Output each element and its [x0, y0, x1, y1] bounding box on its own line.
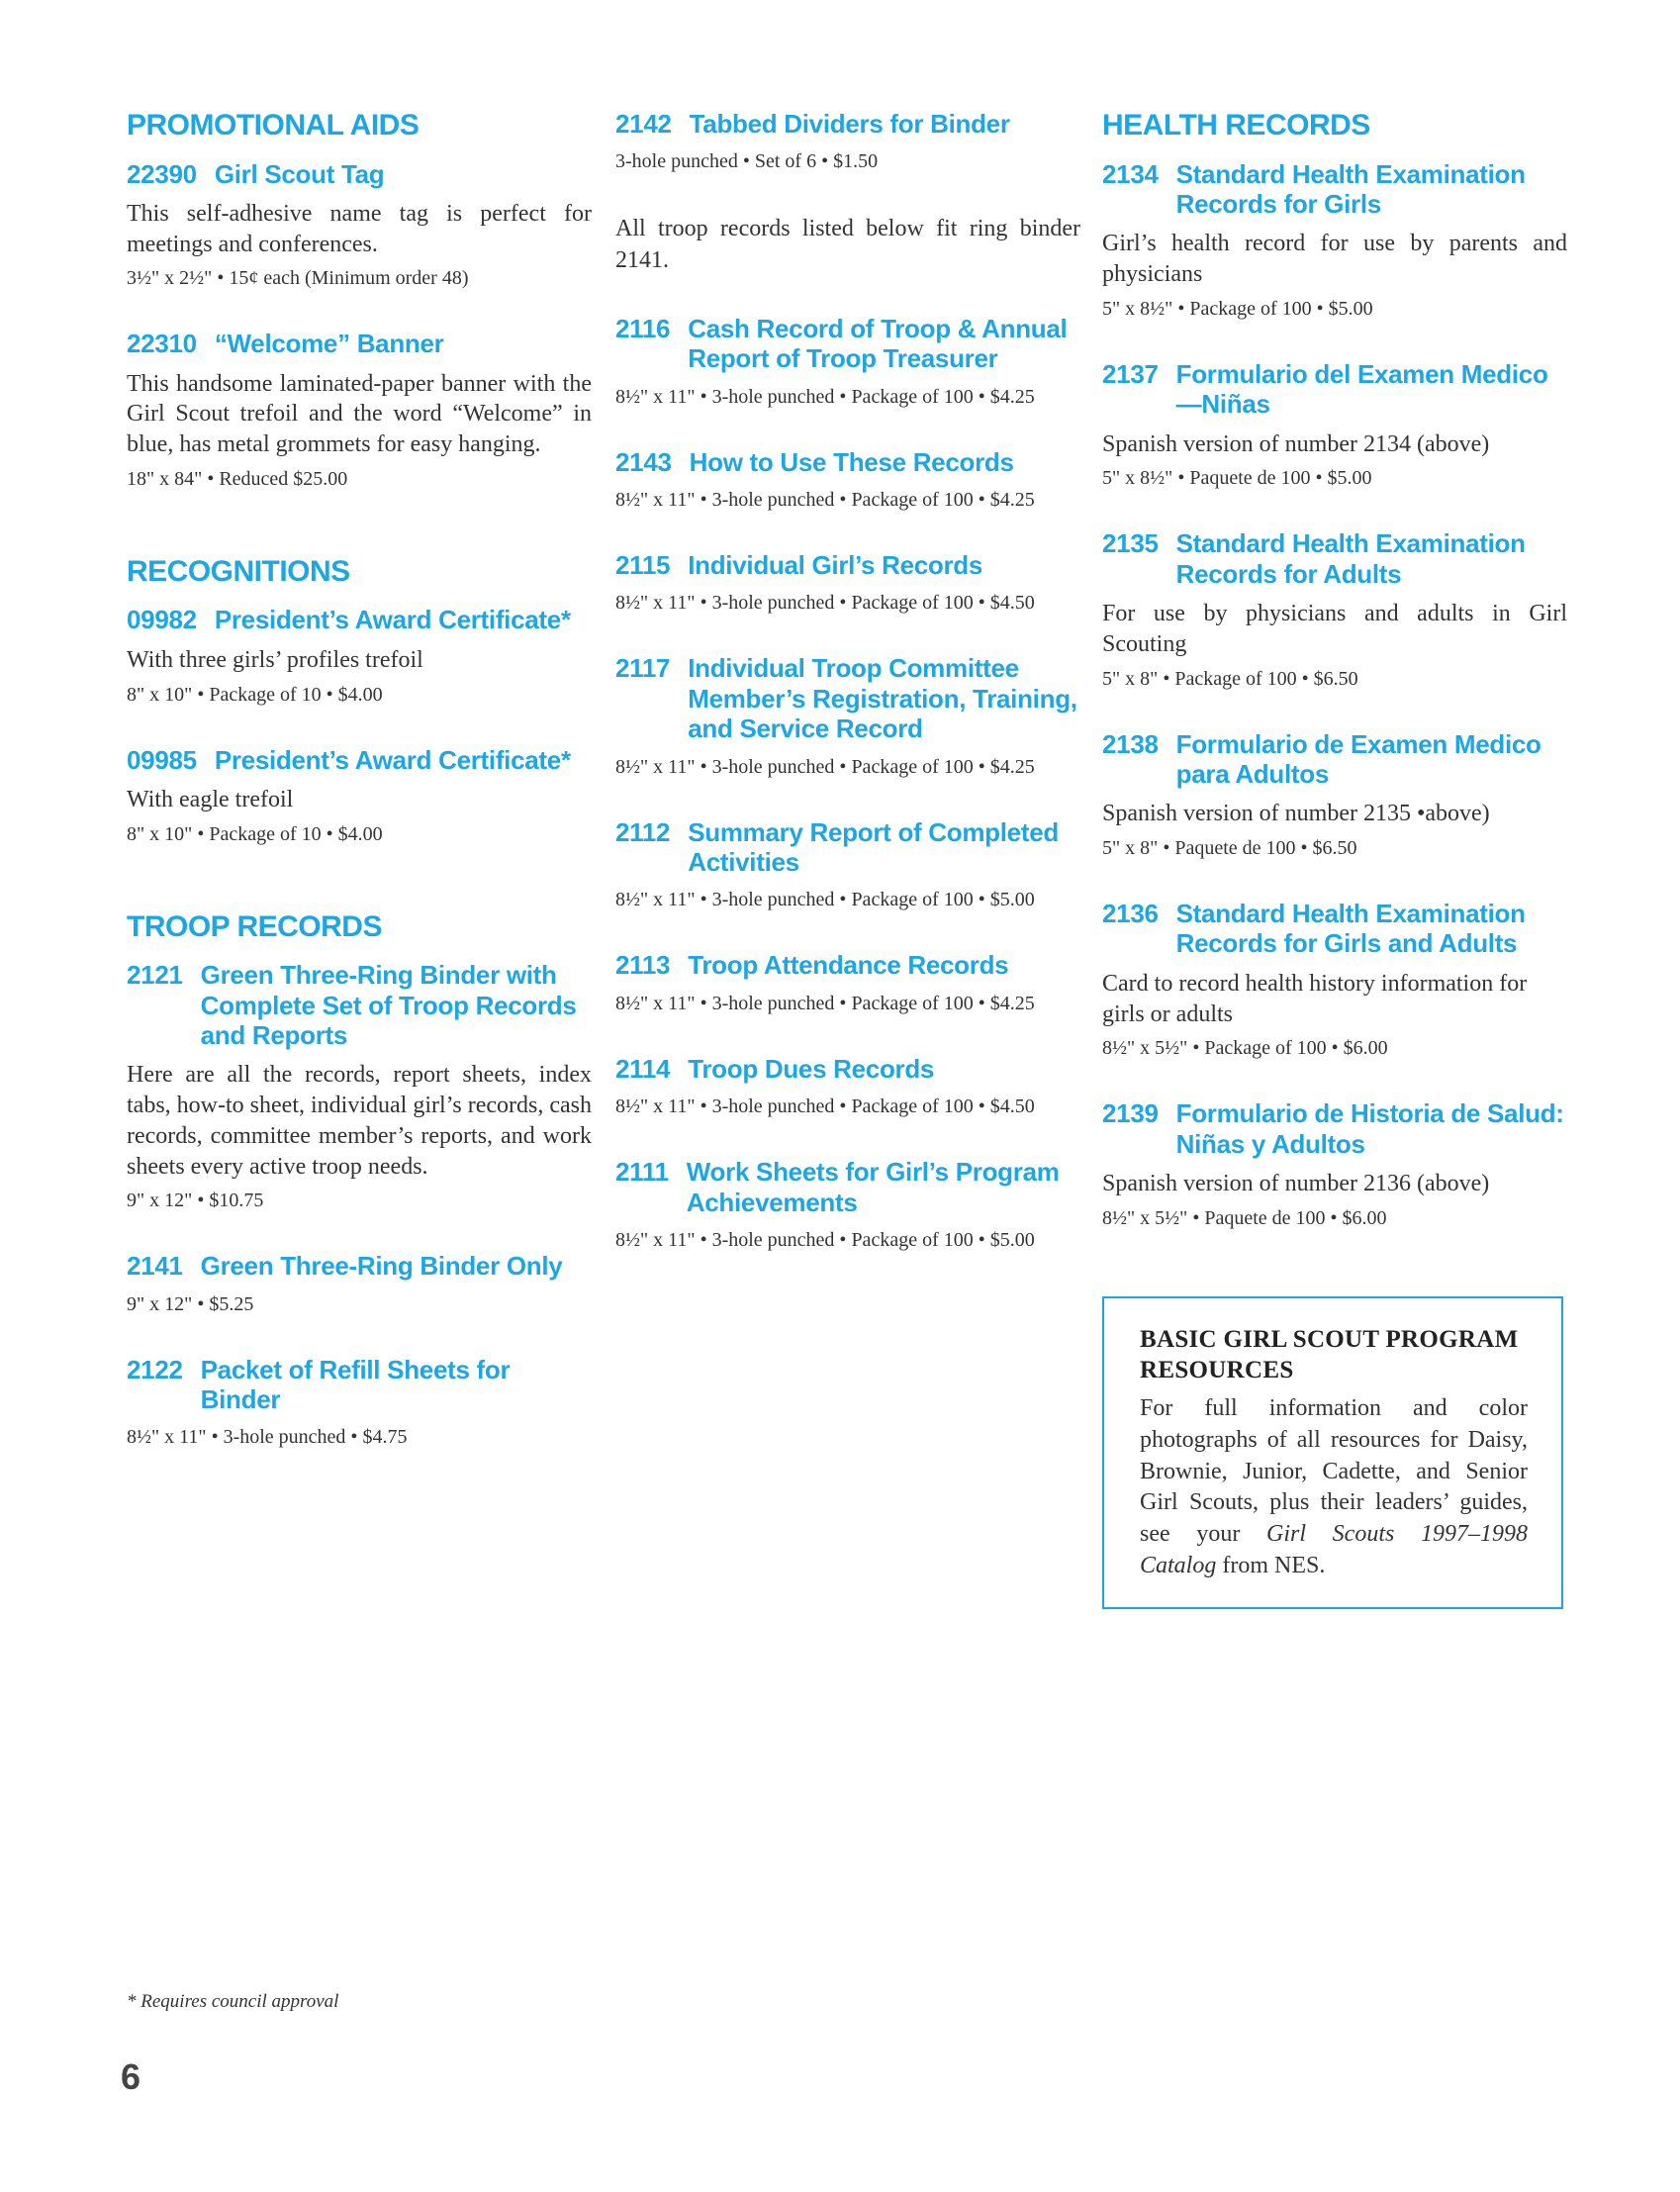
binder-note: All troop records listed below fit ring binder 2141.	[615, 216, 1080, 273]
page-number: 6	[121, 2056, 141, 2097]
item-description: Spanish version of number 2134 (above)	[1102, 430, 1490, 457]
item-title: Summary Report of Completed Activities	[688, 816, 1059, 878]
catalog-item-09982	[127, 605, 592, 707]
item-title: Troop Attendance Records	[688, 950, 1009, 981]
catalog-item-2137	[1102, 359, 1567, 492]
item-number: 22390	[127, 158, 197, 189]
item-number: 2139	[1102, 1098, 1159, 1129]
item-title: Tabbed Dividers for Binder	[689, 109, 1010, 139]
item-number: 2143	[615, 446, 672, 477]
item-spec: 8½" x 11" • 3-hole punched • Package of 100 • $4.25	[615, 755, 1035, 778]
section-title-health-records: HEALTH RECORDS	[1102, 109, 1370, 142]
item-spec: 8½" x 11" • 3-hole punched • Package of 100 • $4.50	[615, 592, 1035, 615]
catalog-item-2141	[127, 1251, 592, 1316]
catalog-item-2114	[615, 1054, 1080, 1119]
item-spec: 8½" x 11" • 3-hole punched • Package of 100 • $4.25	[615, 385, 1035, 408]
catalog-item-2117	[615, 653, 1080, 779]
item-title: Individual Troop Committee Member’s Registration, Training, and Service Record	[688, 653, 1077, 744]
catalog-item-2138	[1102, 729, 1567, 862]
item-number: 2134	[1102, 158, 1159, 189]
item-spec: 3-hole punched • Set of 6 • $1.50	[615, 150, 879, 173]
item-number: 2138	[1102, 728, 1159, 759]
item-number: 2142	[615, 109, 672, 139]
item-spec: 8½" x 11" • 3-hole punched • Package of 100 • $5.00	[615, 1229, 1035, 1252]
column-right	[1102, 109, 1567, 1609]
item-title: Formulario de Examen Medico para Adultos	[1175, 728, 1541, 789]
item-number: 2117	[615, 653, 671, 684]
item-spec: 8½" x 11" • 3-hole punched • Package of 100 • $5.00	[615, 889, 1035, 911]
item-title: Green Three-Ring Binder with Complete Set of Troop Records and Reports	[200, 960, 577, 1050]
box-body	[1140, 1393, 1528, 1581]
catalog-item-2135	[1102, 528, 1567, 691]
item-title: Formulario del Examen Medico—Niñas	[1175, 358, 1548, 420]
item-description: For use by physicians and adults in Girl Scouting	[1102, 601, 1567, 657]
item-title: Standard Health Examination Records for Girls	[1175, 158, 1526, 219]
item-description: Girl’s health record for use by parents and physicians	[1102, 231, 1567, 288]
catalog-item-2136	[1102, 899, 1567, 1061]
item-spec: 8½" x 11" • 3-hole punched • Package of 100 • $4.25	[615, 489, 1035, 511]
section-title-promotional-aids: PROMOTIONAL AIDS	[127, 109, 420, 142]
item-number: 22310	[127, 329, 197, 359]
item-description: This handsome laminated-paper banner with the Girl Scout trefoil and the word “Welcome” in blue, has metal grommets for easy hanging.	[127, 370, 592, 458]
item-spec: 18" x 84" • Reduced $25.00	[127, 467, 348, 490]
catalog-item-2112	[615, 817, 1080, 913]
catalog-item-2122	[127, 1355, 592, 1451]
item-spec: 9" x 12" • $10.75	[127, 1190, 264, 1212]
box-title: BASIC GIRL SCOUT PROGRAM RESOURCES	[1140, 1325, 1519, 1384]
item-title: Green Three-Ring Binder Only	[200, 1251, 563, 1282]
catalog-item-22310	[127, 329, 592, 492]
item-title: Standard Health Examination Records for Adults	[1175, 528, 1526, 589]
catalog-item-2143	[615, 447, 1080, 513]
program-resources-box	[1102, 1296, 1563, 1610]
item-description: Here are all the records, report sheets, index tabs, how-to sheet, individual girl’s records, cash records, committee member’s reports, and work sheets every active troop needs.	[127, 1062, 592, 1180]
item-number: 2135	[1102, 528, 1159, 559]
item-title: President’s Award Certificate*	[214, 605, 571, 635]
item-number: 09982	[127, 605, 197, 635]
item-title: How to Use These Records	[689, 446, 1014, 477]
column-left	[127, 109, 592, 1487]
catalog-item-2111	[615, 1157, 1080, 1253]
catalog-item-2142	[615, 109, 1080, 174]
item-description: Spanish version of number 2136 (above)	[1102, 1171, 1490, 1197]
item-spec: 8½" x 11" • 3-hole punched • $4.75	[127, 1426, 408, 1449]
catalog-item-2113	[615, 950, 1080, 1015]
item-title: Packet of Refill Sheets for Binder	[200, 1354, 511, 1415]
item-title: President’s Award Certificate*	[214, 744, 571, 775]
item-number: 2112	[615, 816, 671, 847]
item-title: Individual Girl’s Records	[688, 550, 983, 580]
item-number: 09985	[127, 744, 197, 775]
catalog-item-2115	[615, 550, 1080, 616]
item-number: 2121	[127, 960, 183, 991]
item-spec: 3½" x 2½" • 15¢ each (Minimum order 48)	[127, 267, 469, 290]
item-number: 2116	[615, 313, 671, 343]
item-description: Card to record health history information for girls or adults	[1102, 970, 1528, 1027]
item-spec: 9" x 12" • $5.25	[127, 1292, 254, 1315]
item-spec: 5" x 8" • Paquete de 100 • $6.50	[1102, 837, 1357, 860]
catalog-item-22390	[127, 159, 592, 292]
item-spec: 5" x 8½" • Paquete de 100 • $5.00	[1102, 467, 1372, 490]
item-title: Girl Scout Tag	[214, 158, 385, 189]
item-number: 2111	[615, 1157, 669, 1188]
item-description: With three girls’ profiles trefoil	[127, 646, 423, 673]
item-title: Work Sheets for Girl’s Program Achievements	[686, 1157, 1060, 1217]
section-title-recognitions: RECOGNITIONS	[127, 554, 350, 588]
item-spec: 8½" x 11" • 3-hole punched • Package of 100 • $4.50	[615, 1096, 1035, 1118]
item-description: Spanish version of number 2135 •above)	[1102, 801, 1490, 827]
catalog-title: Girl Scouts 1997–1998 Catalog	[1140, 1521, 1528, 1578]
catalog-item-2134	[1102, 159, 1567, 322]
item-spec: 8" x 10" • Package of 10 • $4.00	[127, 822, 383, 845]
item-title: Cash Record of Troop & Annual Report of Troop Treasurer	[688, 313, 1068, 374]
item-spec: 8½" x 5½" • Paquete de 100 • $6.00	[1102, 1206, 1387, 1229]
item-number: 2136	[1102, 899, 1159, 929]
item-spec: 5" x 8" • Package of 100 • $6.50	[1102, 667, 1358, 690]
catalog-item-2139	[1102, 1098, 1567, 1231]
catalog-item-2121	[127, 960, 592, 1213]
catalog-item-09985	[127, 745, 592, 847]
catalog-item-2116	[615, 314, 1080, 410]
item-spec: 8" x 10" • Package of 10 • $4.00	[127, 683, 383, 706]
column-middle	[615, 109, 1080, 1290]
item-number: 2141	[127, 1251, 183, 1282]
item-title: Standard Health Examination Records for Girls and Adults	[1175, 899, 1526, 959]
item-number: 2122	[127, 1354, 183, 1384]
section-title-troop-records: TROOP RECORDS	[127, 909, 382, 943]
item-description: With eagle trefoil	[127, 786, 294, 812]
footnote: * Requires council approval	[127, 1991, 339, 2012]
item-number: 2137	[1102, 358, 1159, 389]
item-spec: 8½" x 5½" • Package of 100 • $6.00	[1102, 1037, 1388, 1060]
item-title: “Welcome” Banner	[214, 329, 444, 359]
item-title: Formulario de Historia de Salud: Niñas y Adultos	[1175, 1098, 1564, 1159]
item-spec: 8½" x 11" • 3-hole punched • Package of 100 • $4.25	[615, 992, 1035, 1014]
item-title: Troop Dues Records	[688, 1053, 935, 1084]
box-body-text-end: from NES.	[1222, 1552, 1326, 1578]
item-number: 2113	[615, 950, 671, 981]
item-number: 2114	[615, 1053, 671, 1084]
item-spec: 5" x 8½" • Package of 100 • $5.00	[1102, 297, 1373, 320]
item-description: This self-adhesive name tag is perfect for meetings and conferences.	[127, 200, 592, 257]
item-number: 2115	[615, 550, 671, 580]
box-body-text: For full information and color photographs of all resources for Daisy, Brownie, Junior, Cadette, and Senior Girl Scouts, plus their leaders’ guides, see your	[1140, 1395, 1528, 1548]
